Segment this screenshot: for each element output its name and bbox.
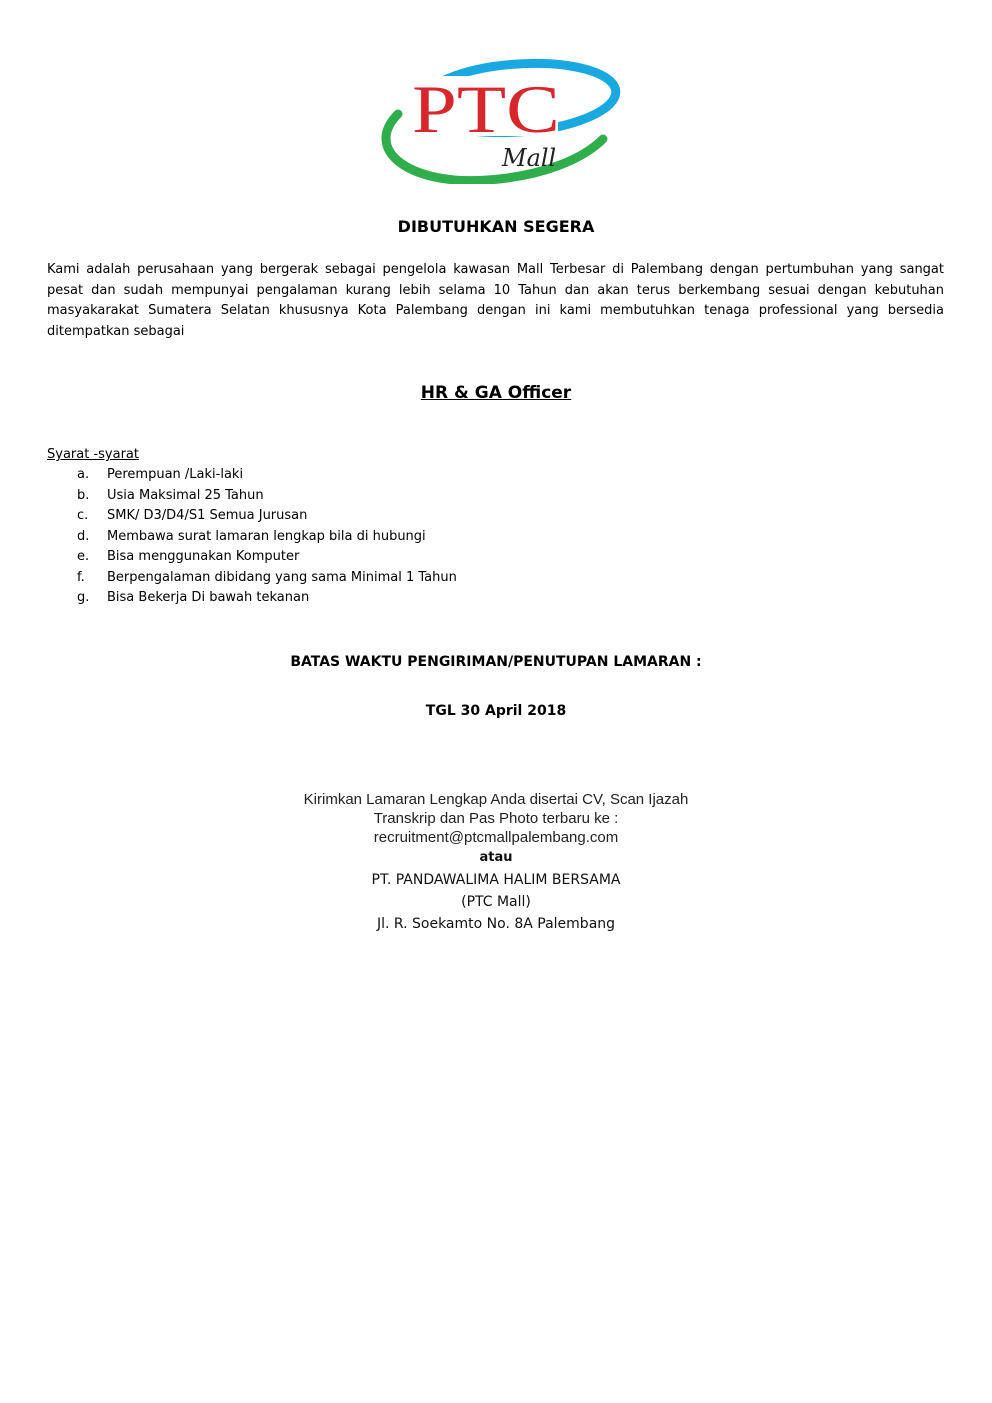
contact-instruction-line2: Transkrip dan Pas Photo terbaru ke :: [373, 810, 619, 827]
page-title: DIBUTUHKAN SEGERA: [397, 217, 595, 236]
requirement-letter: a.: [77, 467, 90, 482]
requirement-letter: f.: [77, 569, 85, 585]
requirement-text: Membawa surat lamaran lengkap bila di hubungi: [107, 528, 426, 544]
requirement-text: Bisa menggunakan Komputer: [107, 549, 300, 564]
logo-sub-text: Mall: [502, 144, 557, 172]
intro-paragraph: Kami adalah perusahaan yang bergerak sebagai pengelola kawasan Mall Terbesar di Palembang dengan pertumbuhan yang sangat pesat dan sudah mempunyai pengalaman kurang lebih selama 10 Tahun dan akan terus berkembang sesuai dengan kebutuhan masyakarakat Sumatera Selatan khususnya Kota Palembang dengan ini kami membutuhkan tenaga professional yang bersedia ditempatkan sebagai: [47, 262, 944, 339]
position-title: HR & GA Officer: [420, 383, 572, 403]
requirement-text: Perempuan /Laki-laki: [107, 467, 244, 482]
requirement-letter: g.: [77, 590, 90, 605]
requirement-text: Usia Maksimal 25 Tahun: [107, 487, 264, 503]
requirement-text: SMK/ D3/D4/S1 Semua Jurusan: [107, 508, 308, 523]
or-separator: atau: [479, 850, 513, 865]
requirements-title: Syarat -syarat: [47, 447, 139, 462]
logo-brand-text: PTC: [412, 71, 560, 147]
requirement-letter: b.: [77, 487, 90, 503]
deadline-date: TGL 30 April 2018: [425, 703, 567, 719]
requirement-text: Bisa Bekerja Di bawah tekanan: [107, 590, 310, 605]
company-alias: (PTC Mall): [461, 894, 531, 910]
ptc-mall-logo: [368, 54, 624, 184]
requirement-letter: c.: [77, 508, 89, 523]
contact-email[interactable]: recruitment@ptcmallpalembang.com: [373, 829, 619, 846]
requirement-text: Berpengalaman dibidang yang sama Minimal 1 Tahun: [107, 569, 457, 585]
company-address: Jl. R. Soekamto No. 8A Palembang: [376, 916, 616, 932]
deadline-title: BATAS WAKTU PENGIRIMAN/PENUTUPAN LAMARAN :: [290, 654, 702, 670]
company-name: PT. PANDAWALIMA HALIM BERSAMA: [371, 872, 621, 888]
requirement-letter: d.: [77, 528, 90, 544]
contact-instruction-line1: Kirimkan Lamaran Lengkap Anda disertai CV, Scan Ijazah: [303, 791, 689, 808]
requirement-letter: e.: [77, 549, 90, 564]
